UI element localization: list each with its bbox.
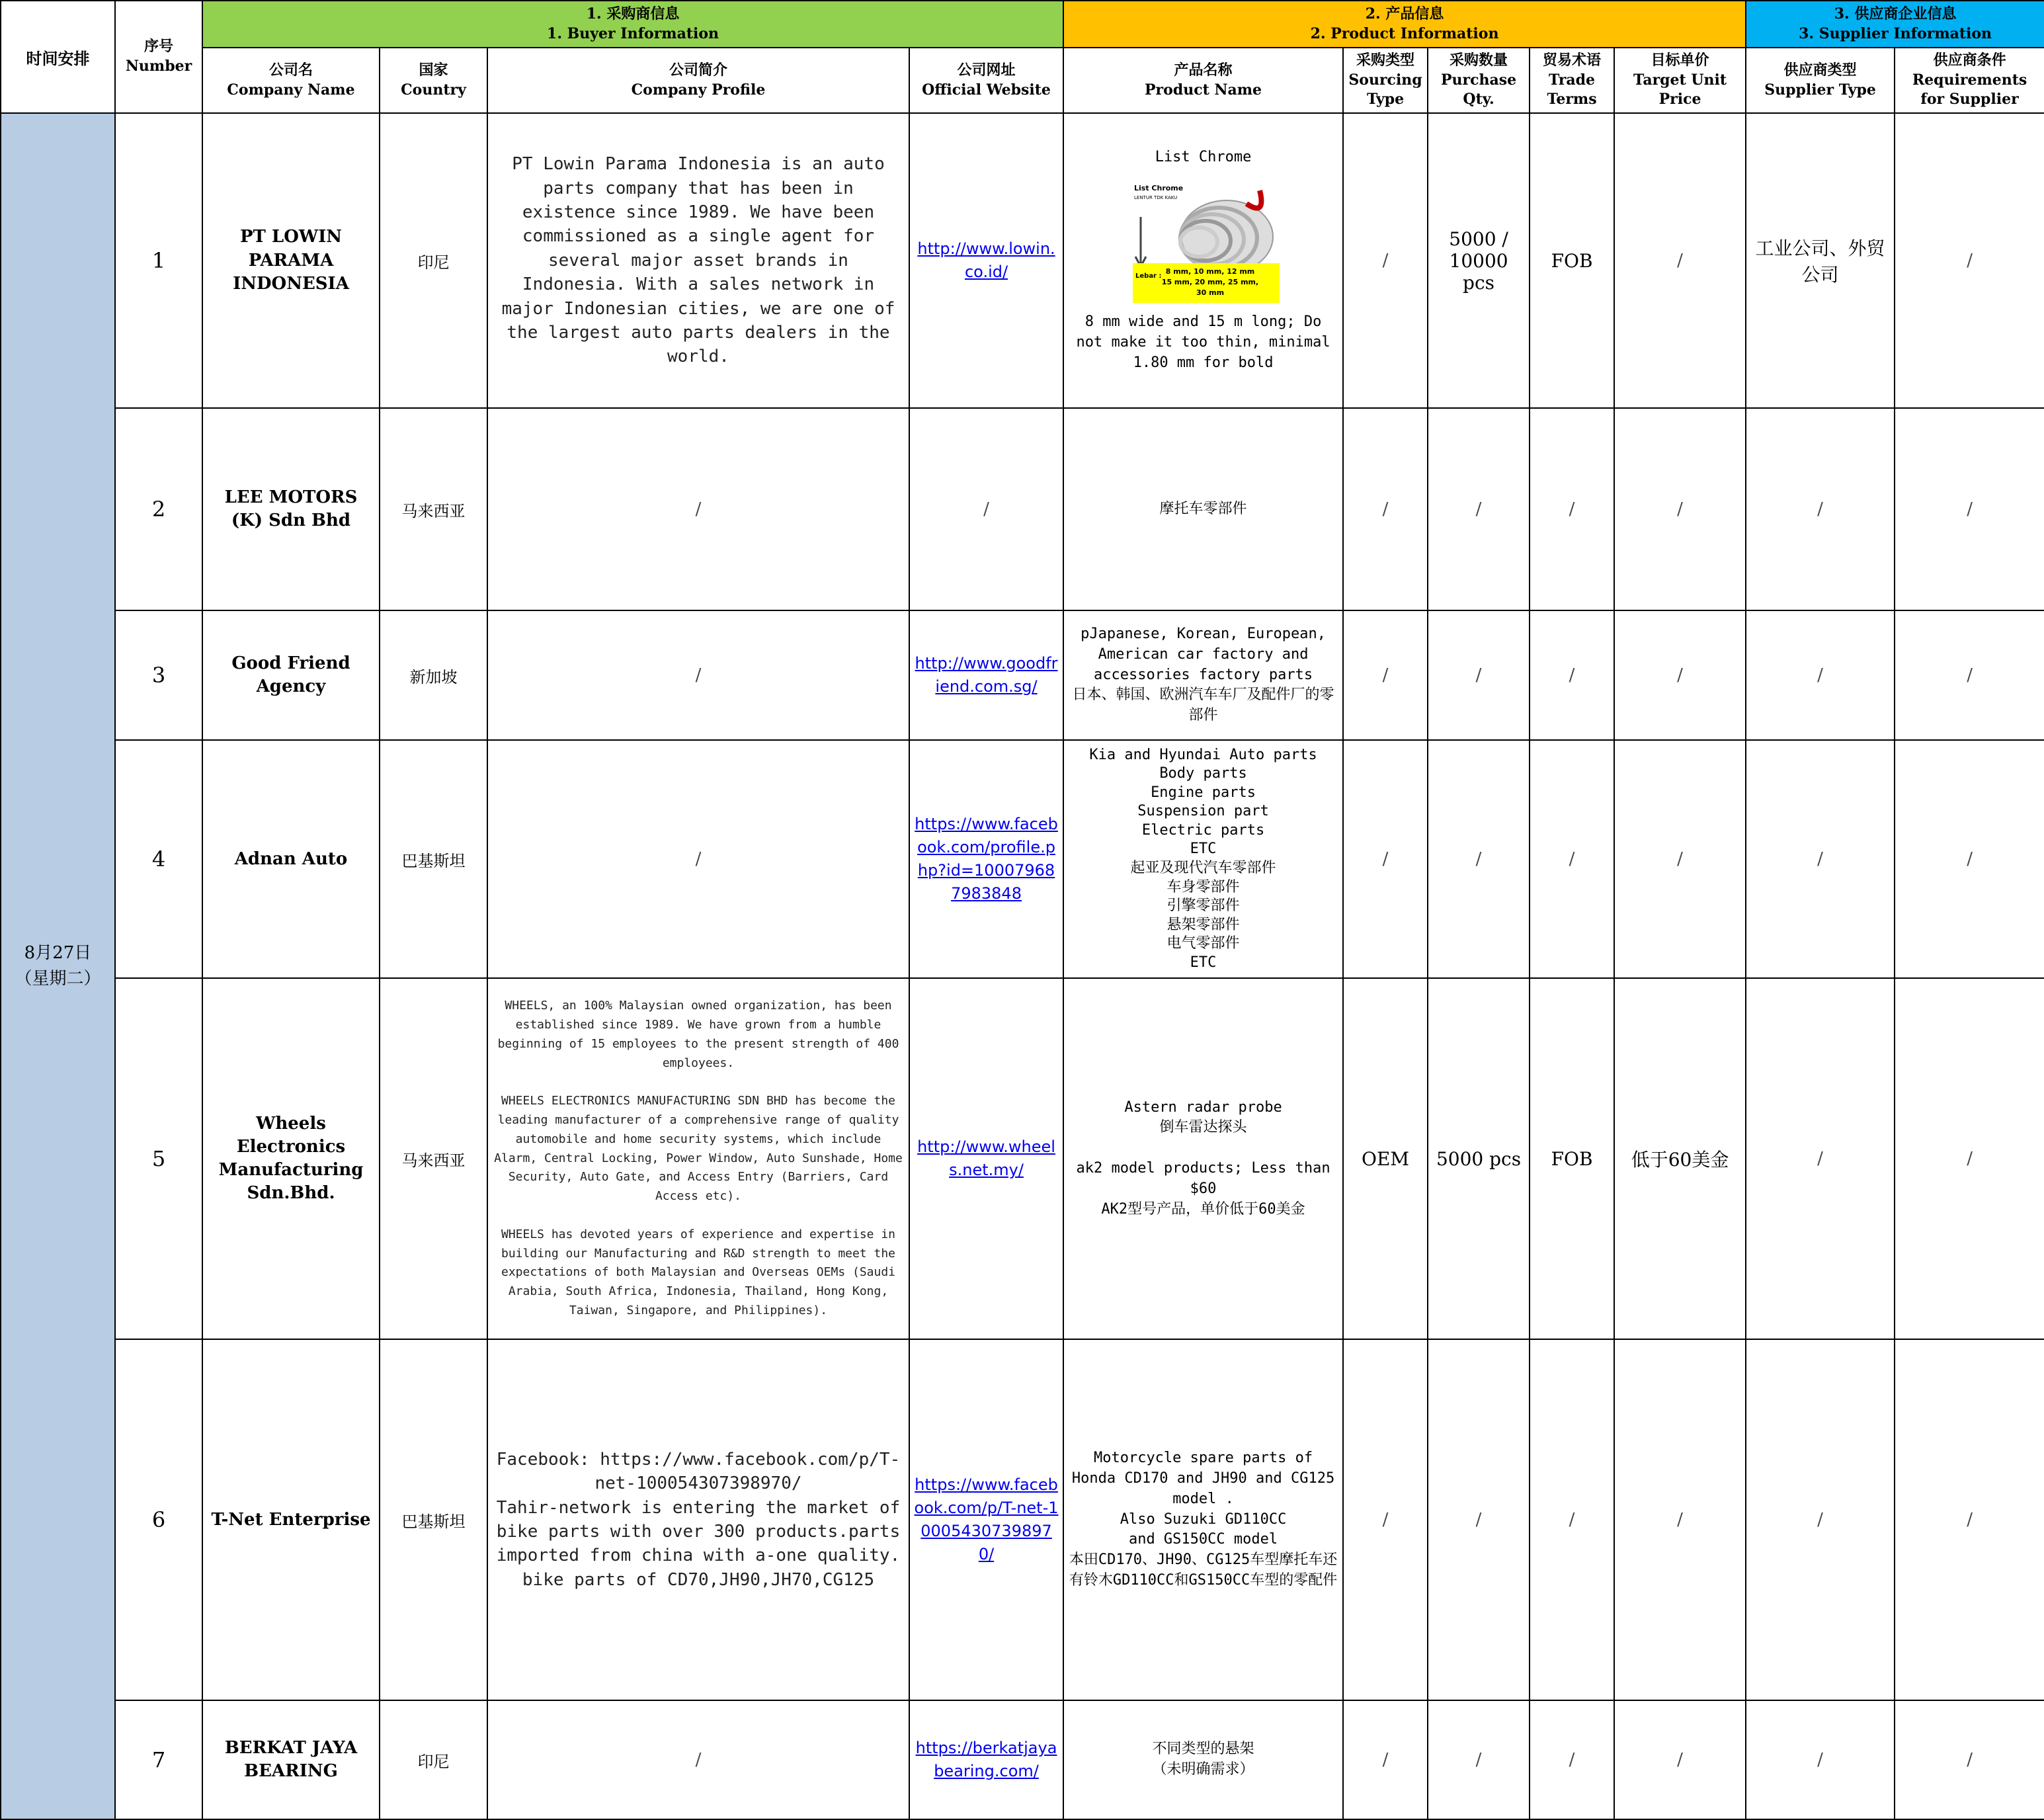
sourcing-type: /	[1343, 113, 1428, 408]
table-row	[1, 1700, 2044, 1819]
supplier-type-header-en: Supplier Type	[1764, 81, 1876, 99]
product-cell	[1063, 113, 1343, 408]
website-link[interactable]: https://berkatjayabearing.com/	[915, 1739, 1057, 1781]
country-header-cn: 国家	[419, 61, 448, 79]
sourcing-type: /	[1343, 1700, 1428, 1819]
number-header-en: Number	[125, 58, 192, 75]
chrome-strip-illustration	[1127, 177, 1280, 303]
trade-terms: FOB	[1530, 978, 1614, 1339]
supplier-type-header-cn: 供应商类型	[1783, 61, 1857, 79]
company-profile: PT Lowin Parama Indonesia is an auto parts company that has been in existence since 1989. We have been commissioned as a single agent for several major asset brands in Indonesia. With a sales network in major Indonesian cities, we are one of the largest auto parts dealers in the world.	[487, 113, 909, 408]
company-name: LEE MOTORS (K) Sdn Bhd	[202, 408, 380, 610]
target-price: /	[1614, 1339, 1746, 1700]
table-row	[1, 610, 2044, 740]
website-cell	[909, 1700, 1063, 1819]
country: 巴基斯坦	[380, 1339, 487, 1700]
supplier-section-header	[1746, 1, 2044, 48]
product-name-header-en: Product Name	[1145, 81, 1262, 99]
sourcing-type-header-cn: 采购类型	[1356, 52, 1415, 69]
supplier-section-en: 3. Supplier Information	[1799, 24, 1992, 42]
supplier-type-header	[1746, 48, 1895, 113]
country: 新加坡	[380, 610, 487, 740]
website-header-en: Official Website	[922, 81, 1051, 99]
product-name-header-cn: 产品名称	[1174, 61, 1233, 79]
target-price-header	[1614, 48, 1746, 113]
website-cell	[909, 113, 1063, 408]
supplier-type: /	[1746, 1339, 1895, 1700]
country-header-en: Country	[401, 81, 466, 99]
purchase-qty: /	[1428, 1700, 1530, 1819]
requirements: /	[1895, 1700, 2044, 1819]
company-name: PT LOWIN PARAMA INDONESIA	[202, 113, 380, 408]
supplier-type: /	[1746, 978, 1895, 1339]
supplier-type: /	[1746, 408, 1895, 610]
product-title: List Chrome	[1155, 149, 1252, 166]
product-name: pJapanese, Korean, European, American car factory and accessories factory parts 日本、韩国、欧洲汽车车厂及配件厂的零部件	[1063, 610, 1343, 740]
row-number: 6	[115, 1339, 202, 1700]
country-header	[380, 48, 487, 113]
row-number: 2	[115, 408, 202, 610]
company-profile: /	[487, 740, 909, 978]
trade-terms-header-en: Trade Terms	[1547, 71, 1597, 108]
trade-terms: /	[1530, 1700, 1614, 1819]
target-price: /	[1614, 113, 1746, 408]
target-price-header-cn: 目标单价	[1651, 52, 1709, 69]
website-cell	[909, 978, 1063, 1339]
trade-terms-header	[1530, 48, 1614, 113]
website-cell	[909, 610, 1063, 740]
requirements: /	[1895, 408, 2044, 610]
country: 印尼	[380, 113, 487, 408]
country: 印尼	[380, 1700, 487, 1819]
row-number: 4	[115, 740, 202, 978]
date-cell	[1, 113, 115, 1819]
table-row	[1, 740, 2044, 978]
image-sizes-1: 8 mm, 10 mm, 12 mm	[1165, 267, 1254, 276]
requirements-header-en: Requirements for Supplier	[1912, 71, 2027, 108]
company-name: BERKAT JAYA BEARING	[202, 1700, 380, 1819]
website-link[interactable]: http://www.lowin.co.id/	[917, 239, 1055, 282]
purchase-qty: /	[1428, 408, 1530, 610]
buyer-section-header	[202, 1, 1063, 48]
purchase-qty: /	[1428, 1339, 1530, 1700]
requirements: /	[1895, 1339, 2044, 1700]
requirements: /	[1895, 113, 2044, 408]
profile-header	[487, 48, 909, 113]
purchase-qty-header-en: Purchase Qty.	[1440, 71, 1517, 108]
supplier-type: /	[1746, 740, 1895, 978]
trade-terms: /	[1530, 408, 1614, 610]
table-row	[1, 1339, 2044, 1700]
company-profile: Facebook: https://www.facebook.com/p/T-net-100054307398970/ Tahir-network is entering the market of bike parts with over 300 products.parts imported from china with a-one quality. bike parts of CD70,JH90,JH70,CG125	[487, 1339, 909, 1700]
website-link[interactable]: https://www.facebook.com/profile.php?id=100079687983848	[915, 815, 1058, 903]
schedule-header: 时间安排	[1, 1, 115, 113]
trade-terms-header-cn: 贸易术语	[1543, 52, 1602, 69]
row-number: 1	[115, 113, 202, 408]
sourcing-type-header	[1343, 48, 1428, 113]
website-header-cn: 公司网址	[957, 61, 1016, 79]
requirements: /	[1895, 740, 2044, 978]
product-name: Motorcycle spare parts of Honda CD170 and JH90 and CG125 model . Also Suzuki GD110CC and GS150CC model 本田CD170、JH90、CG125车型摩托车还有铃木GD110CC和GS150CC车型的零配件	[1063, 1339, 1343, 1700]
product-name: Kia and Hyundai Auto parts Body parts Engine parts Suspension part Electric parts ETC 起亚及现代汽车零部件 车身零部件 引擎零部件 悬架零部件 电气零部件 ETC	[1063, 740, 1343, 978]
requirements: /	[1895, 610, 2044, 740]
company-name: T-Net Enterprise	[202, 1339, 380, 1700]
requirements: /	[1895, 978, 2044, 1339]
company-name-header-cn: 公司名	[268, 61, 313, 79]
company-name-header	[202, 48, 380, 113]
supplier-type: /	[1746, 610, 1895, 740]
sourcing-type: OEM	[1343, 978, 1428, 1339]
trade-terms: /	[1530, 740, 1614, 978]
sourcing-type: /	[1343, 740, 1428, 978]
target-price-header-en: Target Unit Price	[1633, 71, 1727, 108]
requirements-header-cn: 供应商条件	[1933, 52, 2006, 69]
company-profile: /	[487, 1700, 909, 1819]
table-row	[1, 408, 2044, 610]
image-subtitle-text: LENTUR TDK KAKU	[1133, 195, 1177, 201]
company-name: Wheels Electronics Manufacturing Sdn.Bhd.	[202, 978, 380, 1339]
website-cell	[909, 1339, 1063, 1700]
website-cell: /	[909, 408, 1063, 610]
date-day: 8月27日	[24, 943, 92, 964]
buyer-section-cn: 1. 采购商信息	[586, 5, 680, 22]
image-sizes-3: 30 mm	[1196, 288, 1224, 298]
purchase-qty: 5000 pcs	[1428, 978, 1530, 1339]
date-weekday: （星期二）	[15, 969, 101, 989]
sourcing-type-header-en: Sourcing Type	[1348, 71, 1422, 108]
target-price: /	[1614, 408, 1746, 610]
target-price: 低于60美金	[1614, 978, 1746, 1339]
trade-terms: /	[1530, 610, 1614, 740]
row-number: 3	[115, 610, 202, 740]
profile-header-cn: 公司简介	[669, 61, 727, 79]
product-section-cn: 2. 产品信息	[1365, 5, 1444, 22]
product-section-header	[1063, 1, 1746, 48]
number-header-cn: 序号	[143, 38, 173, 56]
supplier-type: /	[1746, 1700, 1895, 1819]
company-profile: /	[487, 610, 909, 740]
purchase-qty: /	[1428, 740, 1530, 978]
supplier-section-cn: 3. 供应商企业信息	[1834, 5, 1957, 22]
image-lebar-text: Lebar :	[1135, 272, 1162, 280]
buyer-section-en: 1. Buyer Information	[547, 24, 719, 42]
company-name: Good Friend Agency	[202, 610, 380, 740]
country: 巴基斯坦	[380, 740, 487, 978]
company-name: Adnan Auto	[202, 740, 380, 978]
table-row	[1, 113, 2044, 408]
image-sizes-2: 15 mm, 20 mm, 25 mm,	[1161, 278, 1258, 287]
target-price: /	[1614, 1700, 1746, 1819]
website-cell	[909, 740, 1063, 978]
company-profile: /	[487, 408, 909, 610]
target-price: /	[1614, 740, 1746, 978]
profile-header-en: Company Profile	[631, 81, 766, 99]
target-price: /	[1614, 610, 1746, 740]
sourcing-type: /	[1343, 610, 1428, 740]
section-header-row	[1, 1, 2044, 48]
country: 马来西亚	[380, 408, 487, 610]
sourcing-type: /	[1343, 1339, 1428, 1700]
row-number: 7	[115, 1700, 202, 1819]
purchase-qty-header-cn: 采购数量	[1450, 52, 1508, 69]
product-name-header	[1063, 48, 1343, 113]
purchase-qty: /	[1428, 610, 1530, 740]
website-header	[909, 48, 1063, 113]
column-header-row	[1, 48, 2044, 113]
country: 马来西亚	[380, 978, 487, 1339]
product-note: 8 mm wide and 15 m long; Do not make it too thin, minimal 1.80 mm for bold	[1076, 313, 1330, 371]
number-header	[115, 1, 202, 113]
sourcing-type: /	[1343, 408, 1428, 610]
list-chrome-image	[1127, 177, 1280, 303]
website-link[interactable]: http://www.wheels.net.my/	[917, 1138, 1055, 1180]
website-link[interactable]: http://www.goodfriend.com.sg/	[915, 654, 1058, 696]
product-name: 不同类型的悬架 （未明确需求）	[1063, 1700, 1343, 1819]
supplier-type: 工业公司、外贸公司	[1746, 113, 1895, 408]
product-name: Astern radar probe 倒车雷达探头 ak2 model products; Less than $60 AK2型号产品，单价低于60美金	[1063, 978, 1343, 1339]
website-link[interactable]: https://www.facebook.com/p/T-net-100054307398970/	[914, 1475, 1059, 1563]
purchase-qty-header	[1428, 48, 1530, 113]
company-name-header-en: Company Name	[227, 81, 355, 99]
product-section-en: 2. Product Information	[1310, 24, 1499, 42]
company-profile: WHEELS, an 100% Malaysian owned organization, has been established since 1989. We have grown from a humble beginning of 15 employees to the present strength of 400 employees. WHEELS ELECTRONICS MANUFACTURING SDN BHD has become the leading manufacturer of a comprehensive range of quality automobile and home security systems, which include Alarm, Central Locking, Power Window, Auto Sunshade, Home Security, Auto Gate, and Access Entry (Barriers, Card Access etc). WHEELS has devoted years of experience and expertise in building our Manufacturing and R&D strength to meet the expectations of both Malaysian and Overseas OEMs (Saudi Arabia, South Africa, Indonesia, Thailand, Hong Kong, Taiwan, Singapore, and Philippines).	[487, 978, 909, 1339]
trade-terms: FOB	[1530, 113, 1614, 408]
purchase-qty: 5000 / 10000 pcs	[1428, 113, 1530, 408]
row-number: 5	[115, 978, 202, 1339]
requirements-header	[1895, 48, 2044, 113]
table-row	[1, 978, 2044, 1339]
product-name: 摩托车零部件	[1063, 408, 1343, 610]
trade-terms: /	[1530, 1339, 1614, 1700]
image-title-text: List Chrome	[1133, 184, 1183, 193]
